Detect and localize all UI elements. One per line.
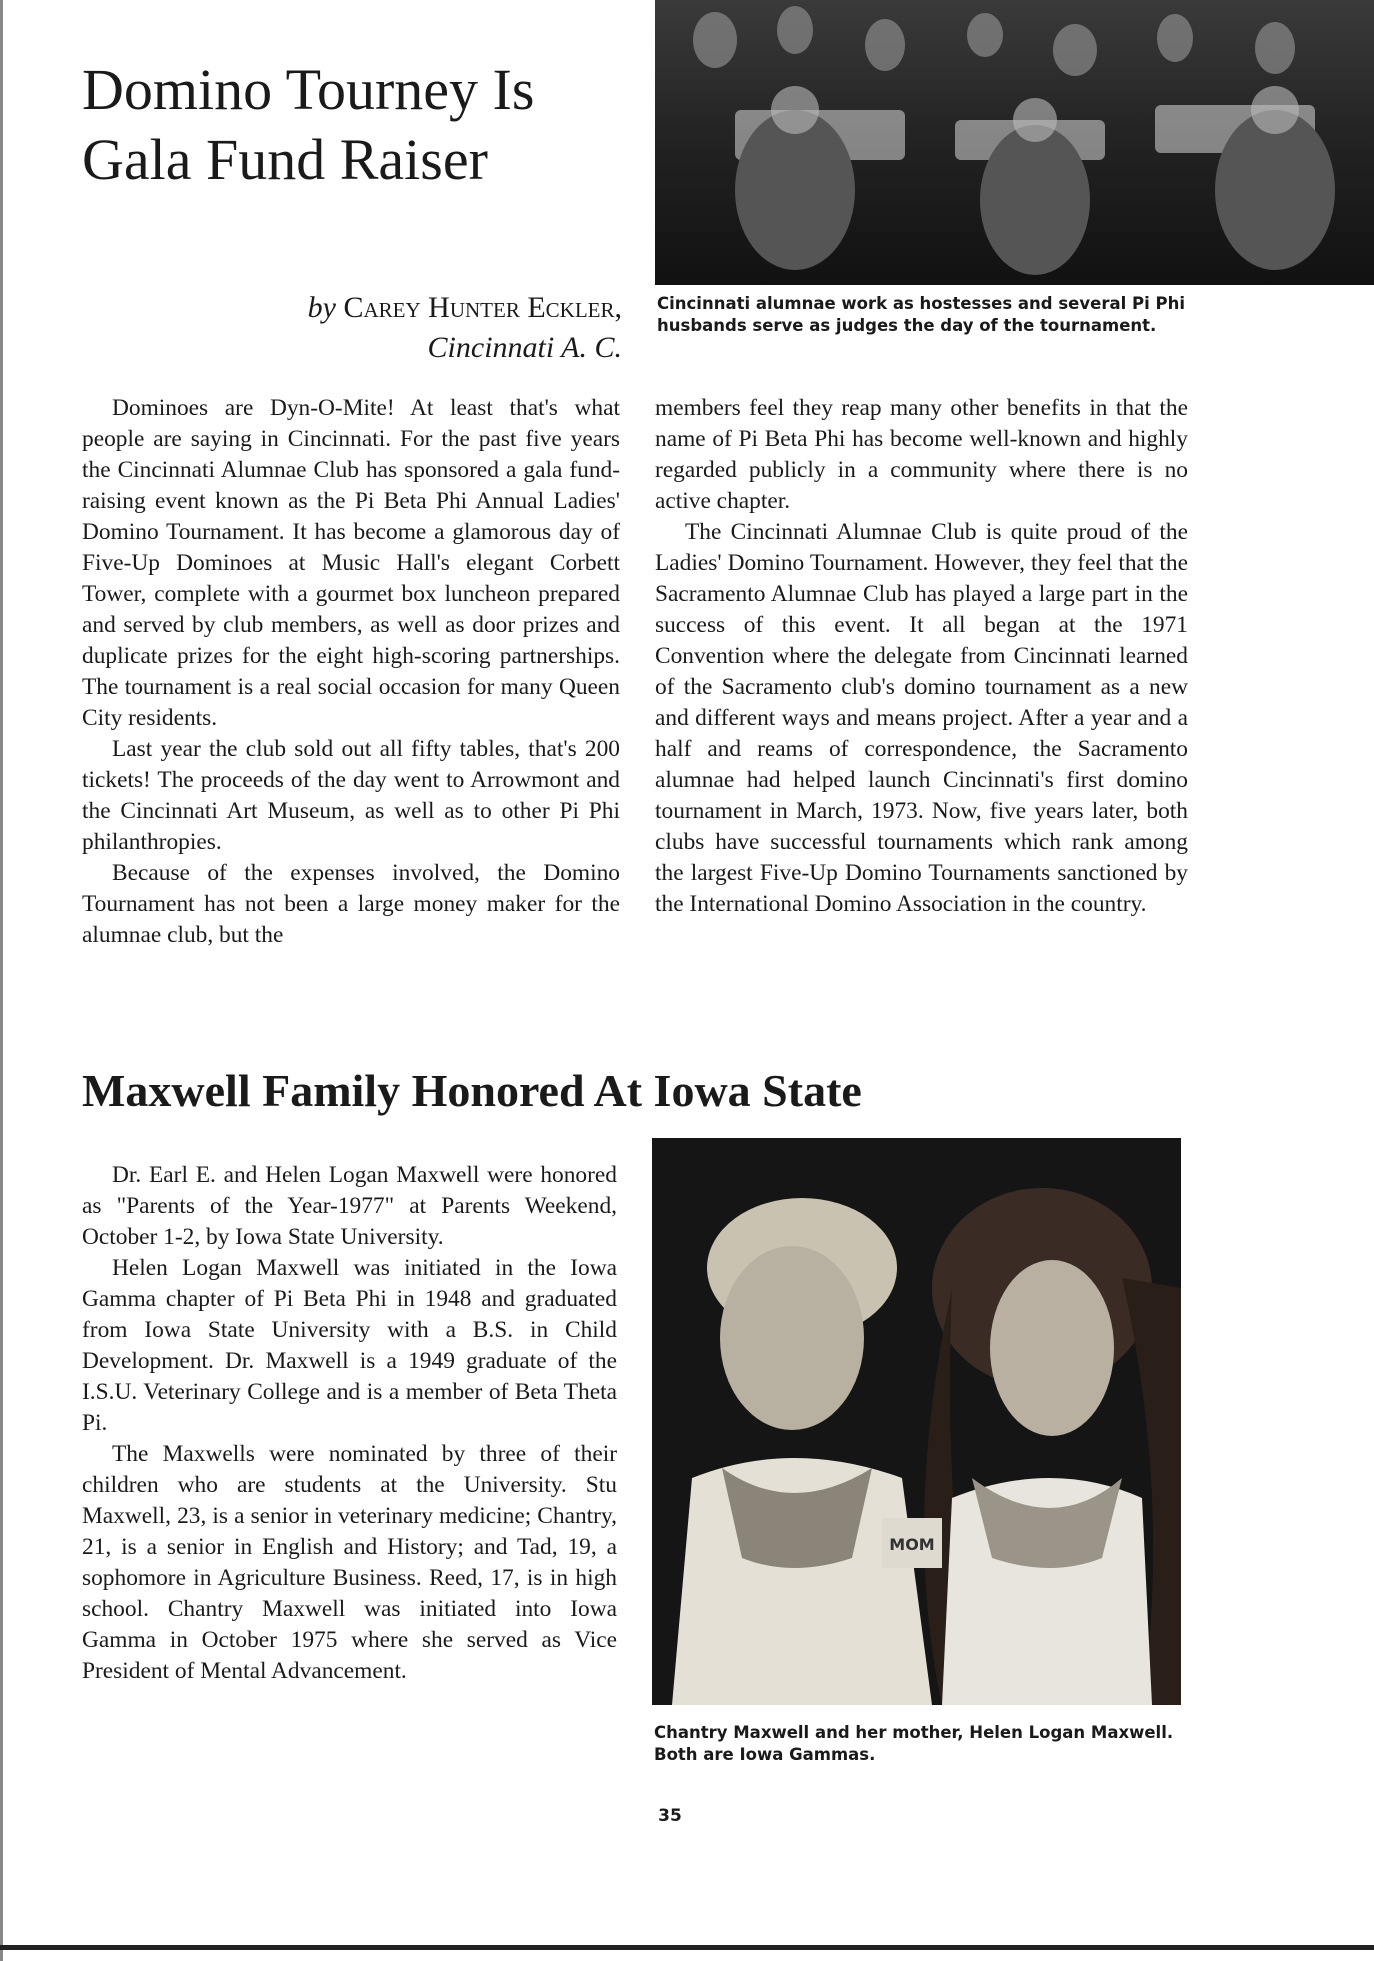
tournament-photo	[655, 0, 1374, 285]
article1-byline	[230, 288, 622, 368]
maxwell-photo	[652, 1138, 1181, 1705]
byline-club: Cincinnati A. C.	[427, 331, 622, 364]
article1-paragraph: Last year the club sold out all fifty tables, that's 200 tickets! The proceeds of the day went to Arrowmont and the Cincinnati Art Museum, as well as to other Pi Phi philanthropies.	[82, 736, 620, 855]
article1-paragraph: Because of the expenses involved, the Domino Tournament has not been a large money maker for the alumnae club, but the	[82, 860, 620, 948]
mom-badge-text: MOM	[889, 1535, 935, 1554]
article2-paragraph: Helen Logan Maxwell was initiated in the Iowa Gamma chapter of Pi Beta Phi in 1948 and graduated from Iowa State University with a B.S. in Child Development. Dr. Maxwell is a 1949 graduate of the I.S.U. Veterinary College and is a member of Beta Theta Pi.	[82, 1255, 617, 1436]
article2-paragraph: The Maxwells were nominated by three of their children who are students at the University. Stu Maxwell, 23, is a senior in veterinary medicine; Chantry, 21, is a senior in English and History; and Tad, 19, a sophomore in Agriculture Business. Reed, 17, is in high school. Chantry Maxwell was initiated into Iowa Gamma in October 1975 where she served as Vice President of Mental Advancement.	[82, 1441, 617, 1684]
byline-author: Carey Hunter Eckler,	[343, 291, 622, 324]
maxwell-photo-caption: Chantry Maxwell and her mother, Helen Logan Maxwell. Both are Iowa Gammas.	[654, 1723, 1174, 1764]
bottom-rule	[0, 1945, 1374, 1950]
article1-paragraph: members feel they reap many other benefits in that the name of Pi Beta Phi has become well-known and highly regarded publicly in a community where there is no active chapter.	[655, 395, 1188, 514]
article2-column	[82, 1160, 617, 1687]
article1-column-right	[655, 393, 1188, 920]
article2-title: Maxwell Family Honored At Iowa State	[82, 1065, 862, 1116]
tournament-photo-graphic	[655, 0, 1374, 285]
article1-column-left	[82, 393, 620, 951]
article2-paragraph: Dr. Earl E. and Helen Logan Maxwell were honored as "Parents of the Year-1977" at Parents Weekend, October 1-2, by Iowa State University.	[82, 1162, 617, 1250]
article1-title: Domino Tourney Is Gala Fund Raiser	[82, 57, 535, 192]
page-number: 35	[658, 1806, 682, 1826]
byline-prefix: by	[307, 291, 336, 324]
maxwell-photo-graphic	[652, 1138, 1181, 1705]
article1-paragraph: Dominoes are Dyn-O-Mite! At least that's what people are saying in Cincinnati. For the past five years the Cincinnati Alumnae Club has sponsored a gala fund-raising event known as the Pi Beta Phi Annual Ladies' Domino Tournament. It has become a glamorous day of Five-Up Dominoes at Music Hall's elegant Corbett Tower, complete with a gourmet box luncheon prepared and served by club members, as well as door prizes and duplicate prizes for the eight high-scoring partnerships. The tournament is a real social occasion for many Queen City residents.	[82, 395, 620, 731]
tournament-photo-caption: Cincinnati alumnae work as hostesses and several Pi Phi husbands serve as judges the day of the tournament.	[657, 294, 1185, 335]
article1-paragraph: The Cincinnati Alumnae Club is quite proud of the Ladies' Domino Tournament. However, they feel that the Sacramento Alumnae Club has played a large part in the success of this event. It all began at the 1971 Convention where the delegate from Cincinnati learned of the Sacramento club's domino tournament as a new and different ways and means project. After a year and a half and reams of correspondence, the Sacramento alumnae had helped launch Cincinnati's first domino tournament in March, 1973. Now, five years later, both clubs have successful tournaments which rank among the largest Five-Up Domino Tournaments sanctioned by the International Domino Association in the country.	[655, 519, 1188, 917]
scan-edge	[0, 0, 3, 1961]
